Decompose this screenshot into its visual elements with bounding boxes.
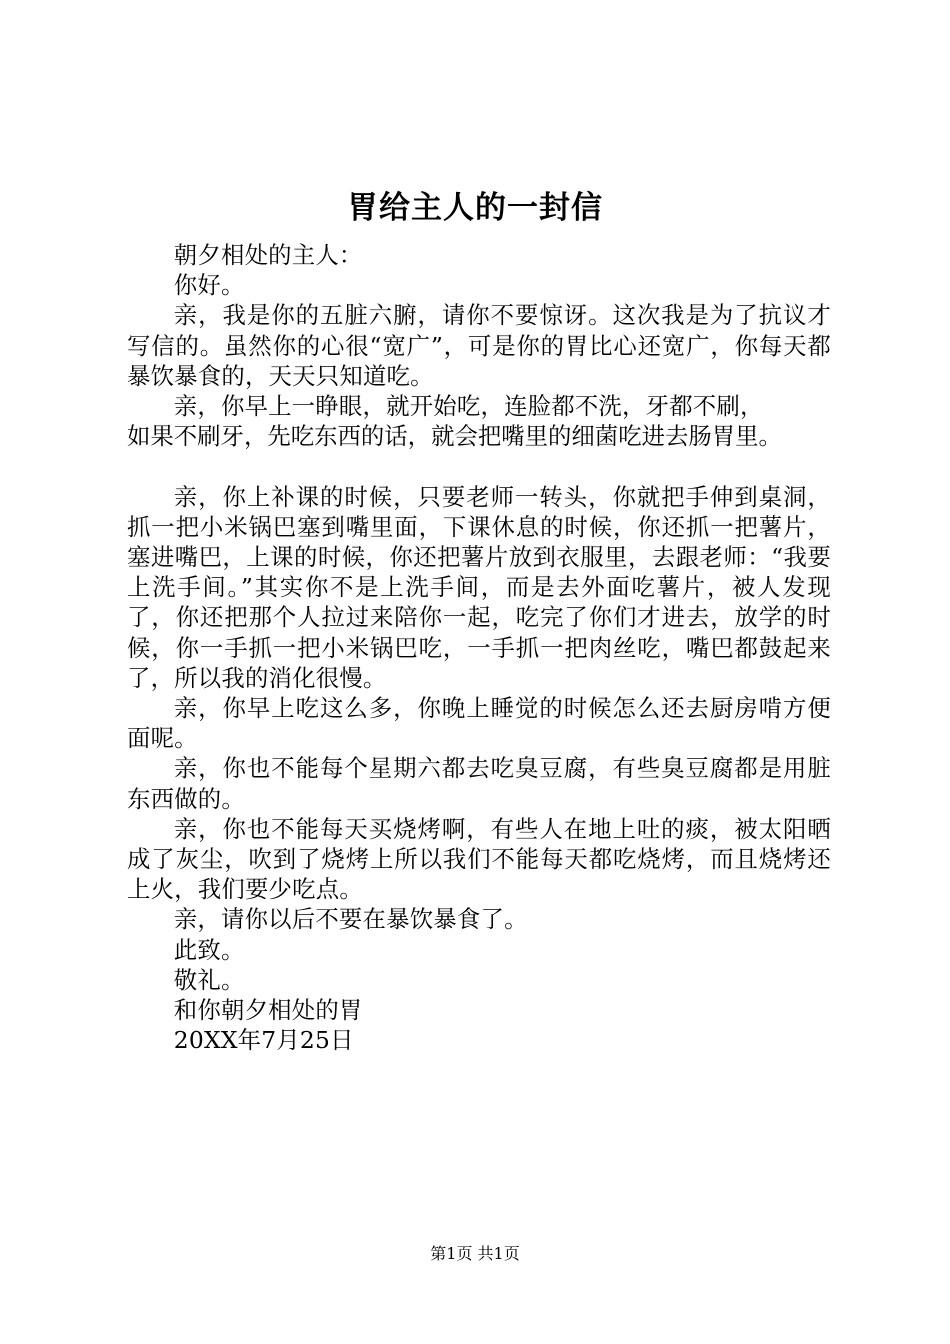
paragraph-6: 亲，你也不能每天买烧烤啊，有些人在地上吐的痰，被太阳晒成了灰尘，吹到了烧烤上所以我们不能每天都吃烧烤，而且烧烤还上火，我们要少吃点。	[127, 814, 831, 904]
paragraph-2-continued: 如果不刷牙，先吃东西的话，就会把嘴里的细菌吃进去肠胃里。	[127, 422, 782, 451]
date: 20XX年7月25日	[173, 1026, 354, 1055]
paragraph-gap	[127, 451, 831, 481]
signature: 和你朝夕相处的胃	[173, 996, 363, 1025]
closing-2: 敬礼。	[173, 965, 245, 994]
paragraph-2: 亲，你早上一睁眼，就开始吃，连脸都不洗，牙都不刷，	[173, 392, 764, 421]
paragraph-7: 亲，请你以后不要在暴饮暴食了。	[173, 905, 528, 934]
salutation: 朝夕相处的主人：	[173, 241, 363, 269]
paragraph-5: 亲，你也不能每个星期六都去吃臭豆腐，有些臭豆腐都是用脏东西做的。	[127, 754, 831, 813]
document-title: 胃给主人的一封信	[347, 190, 603, 226]
letter-body	[127, 240, 831, 1055]
paragraph-3: 亲，你上补课的时候，只要老师一转头，你就把手伸到桌洞，抓一把小米锅巴塞到嘴里面，下课休息的时候，你还抓一把薯片，塞进嘴巴，上课的时候，你还把薯片放到衣服里，去跟老师：“我要上洗手间。”其实你不是上洗手间，而是去外面吃薯片，被人发现了，你还把那个人拉过来陪你一起，吃完了你们才进去，放学的时候，你一手抓一把小米锅巴吃，一手抓一把肉丝吃，嘴巴都鼓起来了，所以我的消化很慢。	[127, 482, 831, 692]
closing-1: 此致。	[173, 935, 245, 964]
greeting: 你好。	[173, 271, 245, 300]
page-footer: 第1页 共1页	[430, 1244, 520, 1263]
paragraph-1: 亲，我是你的五脏六腑，请你不要惊讶。这次我是为了抗议才写信的。虽然你的心很“宽广”，可是你的胃比心还宽广，你每天都暴饮暴食的，天天只知道吃。	[127, 301, 831, 390]
paragraph-4: 亲，你早上吃这么多，你晚上睡觉的时候怎么还去厨房啃方便面呢。	[127, 694, 831, 753]
